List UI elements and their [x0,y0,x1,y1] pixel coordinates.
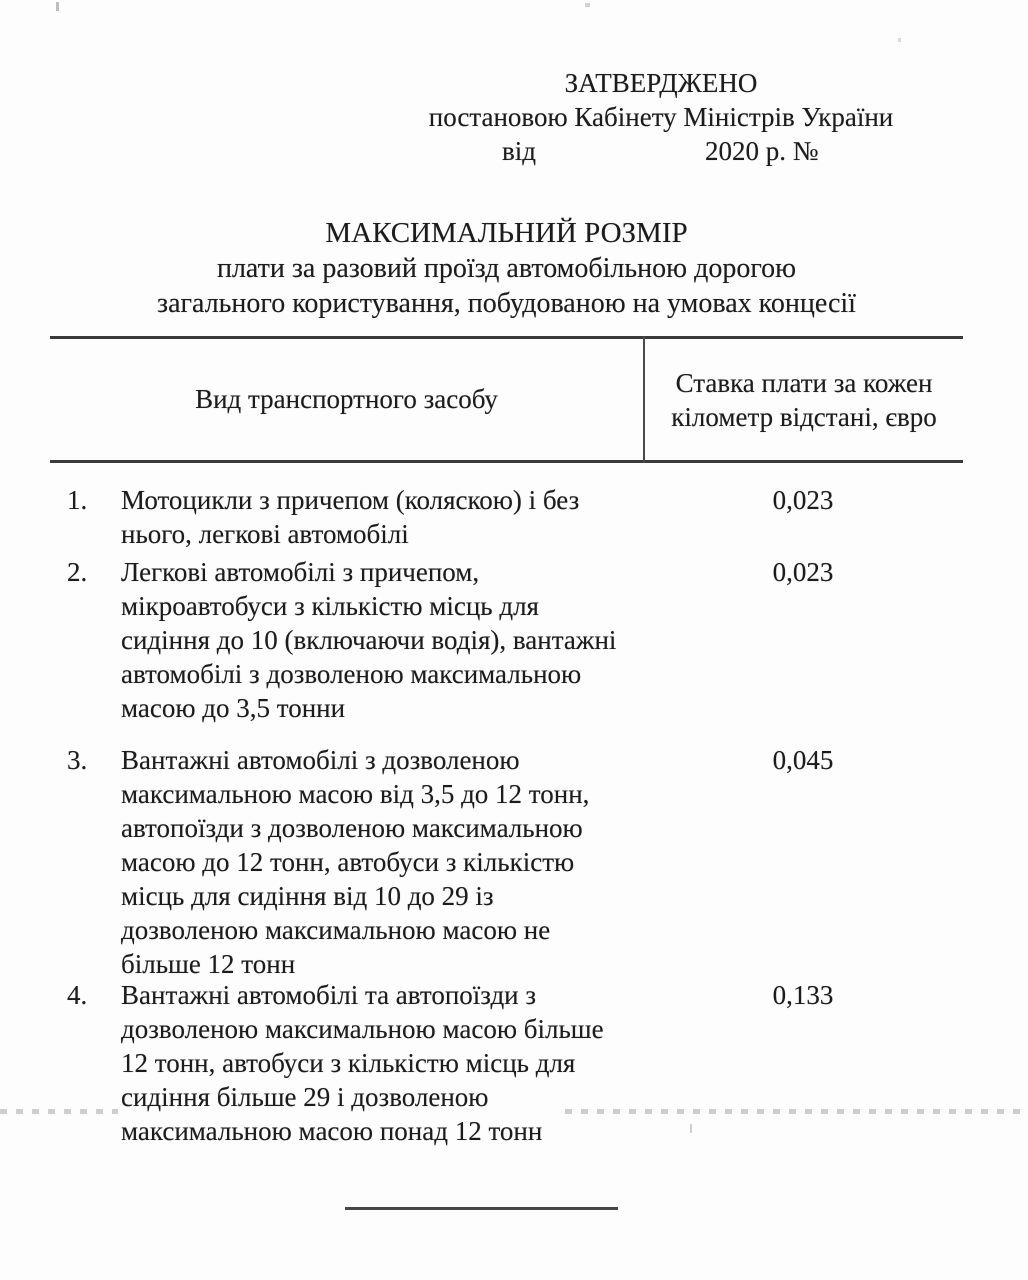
scan-noise [898,38,901,42]
vehicle-column-header: Вид транспортного засобу [195,384,498,414]
title-line-3: загального користування, побудованою на умовах концесії [157,288,856,319]
approval-block [423,66,899,168]
title-line-1: МАКСИМАЛЬНИЙ РОЗМІР [325,217,688,249]
date-prefix: від [502,136,536,166]
authority-line: постановою Кабінету Міністрів України [428,102,894,132]
rate-value: 0,133 [772,980,834,1010]
scan-noise [0,1109,118,1114]
rate-value: 0,023 [772,557,834,587]
row-number: 1. [67,485,88,515]
scan-noise [690,1124,692,1133]
date-suffix: 2020 р. № [705,136,819,166]
vehicle-description: Вантажні автомобілі з дозволеною максимальною масою від 3,5 до 12 тонн, автопоїзди з дозволеною максимальною масою до 12 тонн, автобуси з кількістю місць для сидіння від 10 до 29 із дозволеною максимальною масою не більше 12 тонн [121,745,590,979]
row-number: 2. [67,557,88,587]
vehicle-description: Вантажні автомобілі та автопоїзди з дозволеною максимальною масою більше 12 тонн, автобуси з кількістю місць для сидіння більше 29 і дозволеною максимальною масою понад 12 тонн [121,980,604,1146]
rate-value: 0,045 [772,745,834,775]
scan-noise [56,2,59,11]
row-number: 4. [67,980,88,1010]
approved-label: ЗАТВЕРДЖЕНО [564,68,758,98]
row-number: 3. [67,745,88,775]
rate-value: 0,023 [772,485,834,515]
rate-column-header [645,339,963,460]
document-title [50,216,963,321]
table-header-separator [50,460,963,463]
scan-noise [585,3,590,7]
scan-noise [565,1109,1028,1114]
vehicle-description: Мотоцикли з причепом (коляскою) і без нього, легкові автомобілі [121,485,580,549]
rate-column-header-text: Ставка плати за кожен кілометр відстані, євро [671,367,937,432]
bottom-rule [345,1207,618,1210]
title-line-2: плати за разовий проїзд автомобільною дорогою [216,253,797,284]
vehicle-description: Легкові автомобілі з причепом, мікроавтобуси з кількістю місць для сидіння до 10 (включаючи водія), вантажні автомобілі з дозволеною максимальною масою до 3,5 тонни [121,557,617,723]
date-line [423,134,899,168]
